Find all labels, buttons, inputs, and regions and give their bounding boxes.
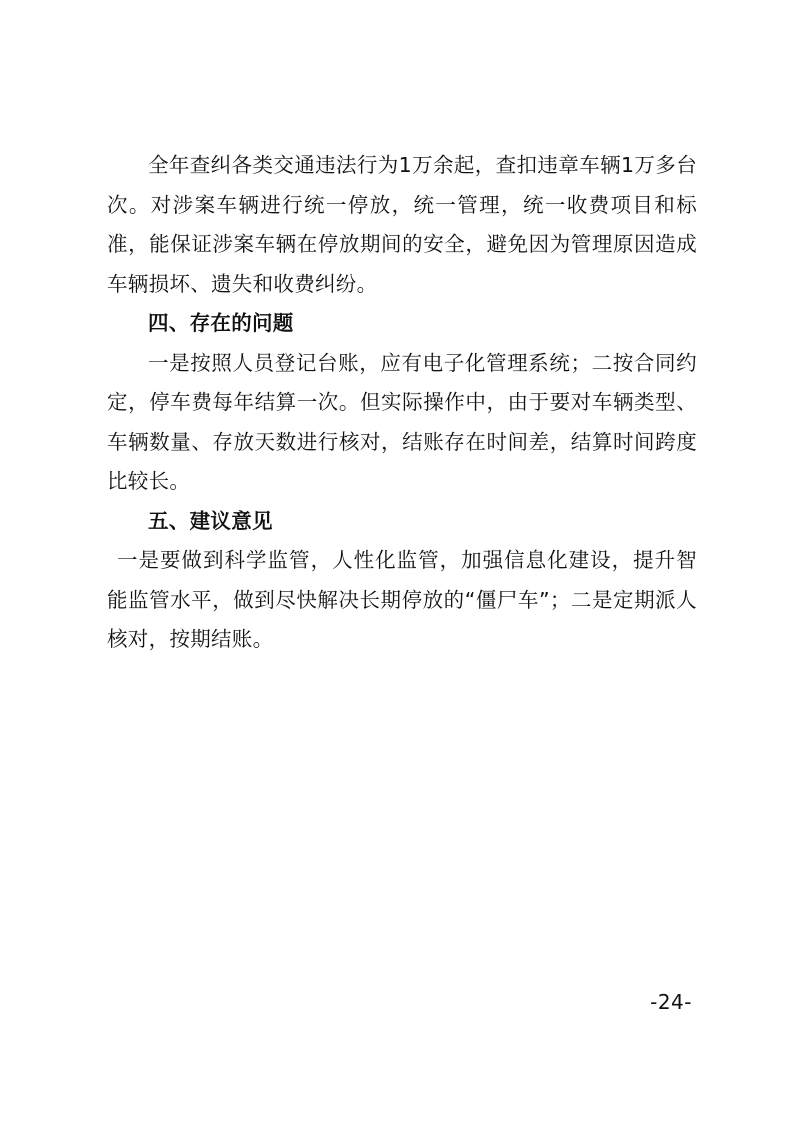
body-paragraph: 全年查纠各类交通违法行为1万余起，查扣违章车辆1万多台次。对涉案车辆进行统一停放，统一管理，统一收费项目和标准，能保证涉案车辆在停放期间的安全，避免因为管理原因造成车辆损坏、遗失和收费纠纷。 — [107, 153, 697, 296]
page-number: -24- — [650, 990, 692, 1014]
section-heading: 四、存在的问题 — [148, 311, 294, 335]
body-paragraph: 一是要做到科学监管，人性化监管，加强信息化建设，提升智能监管水平，做到尽快解决长期停放的“僵尸车”；二是定期派人核对，按期结账。 — [107, 548, 697, 651]
document-body — [107, 146, 697, 660]
body-paragraph: 一是按照人员登记台账，应有电子化管理系统；二按合同约定，停车费每年结算一次。但实际操作中，由于要对车辆类型、车辆数量、存放天数进行核对，结账存在时间差，结算时间跨度比较长。 — [107, 350, 697, 493]
section-heading: 五、建议意见 — [148, 508, 273, 533]
